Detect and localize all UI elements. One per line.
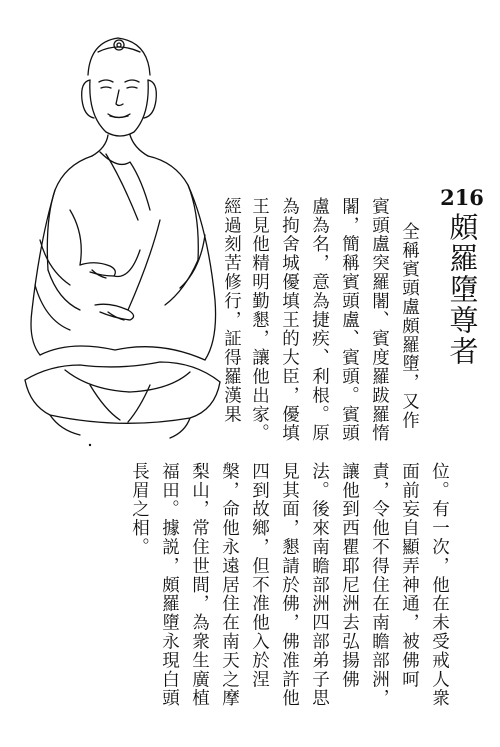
lower-text-column-9: 梨山，常住世間，為衆生廣植 (189, 462, 210, 708)
upper-text-column-4: 盧為名，意為捷疾、利根。原 (309, 197, 330, 443)
lower-text-column-7: 四到故鄉，但不准他入於涅 (249, 462, 270, 689)
upper-text-column-6: 王見他精明勤懇，讓他出家。 (249, 197, 270, 443)
lower-text-column-3: 責，令他不得住在南瞻部洲， (369, 462, 390, 708)
entry-heading (440, 185, 484, 371)
lower-text-column-2: 面前妄自顯弄神通，被佛呵 (399, 462, 420, 689)
upper-text-column-5: 為拘舍城優填王的大臣，優填 (279, 197, 300, 443)
lower-text-column-5: 法。後來南瞻部洲四部弟子思 (309, 462, 330, 708)
arhat-illustration (10, 20, 225, 450)
lower-text-column-10: 福田。據説，頗羅墮永現白頭 (159, 462, 180, 708)
seated-arhat-drawing (10, 20, 225, 450)
lower-text-column-6: 見其面，懇請於佛，佛准許他 (279, 462, 300, 708)
lower-text-column-4: 讓他到西瞿耶尼洲去弘揚佛 (339, 462, 360, 689)
entry-number: 216 (440, 185, 484, 210)
lower-text-column-11: 長眉之相。 (129, 462, 150, 557)
upper-text-column-2: 賓頭盧突羅闍、賓度羅跋羅惰 (369, 197, 390, 443)
upper-text-column-7: 經過刻苦修行，証得羅漢果 (221, 197, 242, 424)
upper-text-column-3: 闍，簡稱賓頭盧、賓頭。賓頭 (339, 197, 360, 443)
entry-title: 頗羅墮尊者 (445, 212, 480, 367)
lower-text-column-8: 槃，命他永遠居住在南天之摩 (219, 462, 240, 708)
lower-text-column-1: 位。有一次，他在未受戒人衆 (429, 462, 450, 708)
upper-text-column-1: 全稱賓頭盧頗羅墮，又作 (399, 222, 420, 430)
